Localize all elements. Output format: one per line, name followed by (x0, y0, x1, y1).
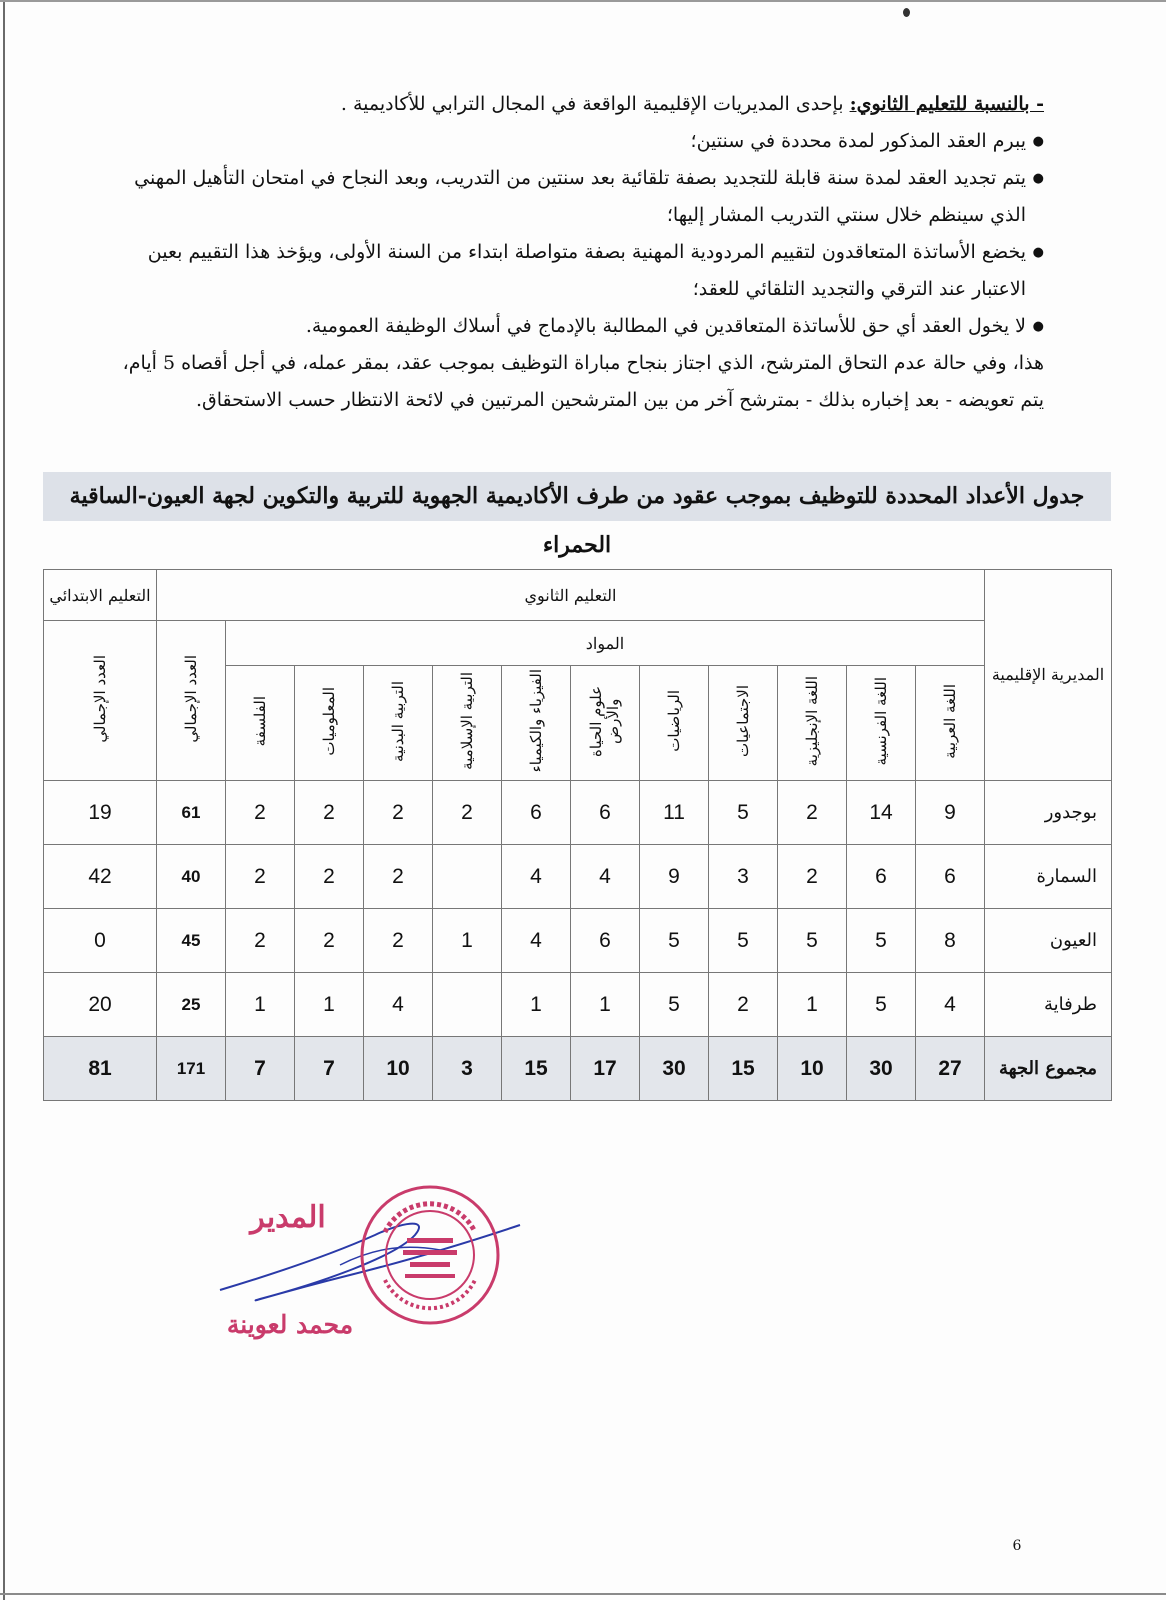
secondary-heading (109, 86, 1044, 123)
subject-cell: 5 (709, 909, 778, 973)
subject-cell: 3 (709, 845, 778, 909)
header-primary-total-label: العدد الإجمالي (90, 654, 109, 743)
conditions-list (109, 123, 1044, 345)
subject-cell: 6 (916, 845, 985, 909)
list-item: ● يبرم العقد المذكور لمدة محددة في سنتين؛ (109, 123, 1044, 160)
secondary-heading-rest: بإحدى المديريات الإقليمية الواقعة في المجال الترابي للأكاديمية . (340, 93, 850, 115)
page-number: 6 (1012, 1538, 1022, 1554)
subject-cell: 2 (364, 909, 433, 973)
page-left-edge (3, 0, 5, 1600)
subject-header (640, 666, 709, 781)
subject-header (778, 666, 847, 781)
subject-cell: 1 (226, 973, 295, 1037)
subject-cell: 2 (364, 845, 433, 909)
subject-cell: 2 (364, 781, 433, 845)
subject-cell: 2 (778, 781, 847, 845)
secondary-total-cell: 45 (157, 909, 226, 973)
secondary-heading-label: - بالنسبة للتعليم الثانوي: (849, 93, 1044, 115)
subject-cell: 11 (640, 781, 709, 845)
subject-cell: 5 (709, 781, 778, 845)
region-cell: طرفاية (985, 973, 1112, 1037)
subject-cell: 4 (502, 845, 571, 909)
subject-cell: 2 (778, 845, 847, 909)
subject-cell: 2 (295, 909, 364, 973)
subject-cell: 6 (571, 781, 640, 845)
header-region: المديرية الإقليمية (985, 570, 1112, 781)
subject-cell: 5 (847, 973, 916, 1037)
header-secondary: التعليم الثانوي (157, 570, 985, 621)
region-cell: بوجدور (985, 781, 1112, 845)
table-row (44, 909, 1112, 973)
table-row (44, 845, 1112, 909)
table-row (44, 781, 1112, 845)
subject-cell: 17 (571, 1037, 640, 1101)
subject-cell: 2 (226, 781, 295, 845)
subject-cell (433, 845, 502, 909)
subject-header (364, 666, 433, 781)
subject-cell: 4 (364, 973, 433, 1037)
subject-header-label: المعلوميات (319, 686, 338, 756)
subject-cell: 10 (364, 1037, 433, 1101)
subject-header (916, 666, 985, 781)
subject-header-label: اللغة العربية (940, 683, 959, 759)
subject-cell: 10 (778, 1037, 847, 1101)
primary-total-cell: 42 (44, 845, 157, 909)
header-primary: التعليم الابتدائي (44, 570, 157, 621)
subject-cell: 8 (916, 909, 985, 973)
list-item: ● يخضع الأساتذة المتعاقدون لتقييم المردودية المهنية بصفة متواصلة ابتداء من السنة الأولى، ويؤخذ هذا التقييم بعين الاعتبار عند الترقي والتجديد التلقائي للعقد؛ (109, 234, 1044, 308)
subject-cell: 1 (295, 973, 364, 1037)
region-cell: السمارة (985, 845, 1112, 909)
subject-cell: 2 (226, 909, 295, 973)
region-cell: العيون (985, 909, 1112, 973)
list-item: ● لا يخول العقد أي حق للأساتذة المتعاقدين في المطالبة بالإدماج في أسلاك الوظيفة العمومية. (109, 308, 1044, 345)
primary-total-cell: 20 (44, 973, 157, 1037)
subject-header (502, 666, 571, 781)
subject-header-label: علوم الحياة والأرض (587, 685, 622, 757)
subject-cell: 30 (640, 1037, 709, 1101)
subject-cell: 6 (847, 845, 916, 909)
director-title: المدير (250, 1200, 326, 1235)
subject-header-label: الفلسفة (250, 695, 269, 747)
subject-cell: 5 (640, 909, 709, 973)
replacement-note: هذا، وفي حالة عدم التحاق المترشح، الذي اجتاز بنجاح مباراة التوظيف بموجب عقد، بمقر عمله، في أجل أقصاه 5 أيام، يتم تعويضه - بعد إخباره بذلك - بمترشح آخر من بين المترشحين المرتبين في لائحة الانتظار حسب الاستحقاق. (122, 352, 1044, 411)
subject-cell: 14 (847, 781, 916, 845)
official-seal (355, 1180, 505, 1330)
header-secondary-total-label: العدد الإجمالي (181, 654, 200, 743)
subject-cell: 4 (916, 973, 985, 1037)
subject-header (226, 666, 295, 781)
list-item: ● يتم تجديد العقد لمدة سنة قابلة للتجديد بصفة تلقائية بعد سنتين من التدريب، وبعد النجاح في امتحان التأهيل المهني الذي سينظم خلال سنتي التدريب المشار إليها؛ (109, 160, 1044, 234)
subject-cell: 2 (295, 845, 364, 909)
subject-cell: 30 (847, 1037, 916, 1101)
region-cell: مجموع الجهة (985, 1037, 1112, 1101)
subject-cell: 15 (709, 1037, 778, 1101)
secondary-total-cell: 40 (157, 845, 226, 909)
primary-total-cell: 81 (44, 1037, 157, 1101)
subject-cell: 1 (571, 973, 640, 1037)
secondary-total-cell: 61 (157, 781, 226, 845)
subject-header-label: التربية الإسلامية (457, 672, 476, 770)
subject-header (847, 666, 916, 781)
subject-cell: 2 (433, 781, 502, 845)
subject-header-label: اللغة الفرنسية (871, 676, 890, 766)
intro-section (109, 86, 1044, 419)
subject-header (571, 666, 640, 781)
secondary-total-cell: 25 (157, 973, 226, 1037)
table-title: جدول الأعداد المحددة للتوظيف بموجب عقود من طرف الأكاديمية الجهوية للتربية والتكوين لجهة العيون-الساقية الحمراء (43, 472, 1111, 521)
subject-cell: 4 (571, 845, 640, 909)
subject-header (295, 666, 364, 781)
table-row (44, 973, 1112, 1037)
secondary-total-cell: 171 (157, 1037, 226, 1101)
subject-cell: 5 (640, 973, 709, 1037)
recruitment-table (43, 569, 1112, 1101)
subject-cell: 5 (778, 909, 847, 973)
header-secondary-total (157, 621, 226, 781)
primary-total-cell: 0 (44, 909, 157, 973)
header-primary-total (44, 621, 157, 781)
subject-cell: 5 (847, 909, 916, 973)
subject-header-label: الفيزياء والكيمياء (526, 669, 545, 773)
subject-cell: 1 (433, 909, 502, 973)
subject-cell: 1 (502, 973, 571, 1037)
director-name: محمد لعوينة (226, 1310, 354, 1339)
subject-cell: 2 (226, 845, 295, 909)
subject-header-label: الاجتماعيات (733, 685, 752, 757)
subject-cell: 15 (502, 1037, 571, 1101)
subject-cell: 6 (571, 909, 640, 973)
subject-cell: 2 (709, 973, 778, 1037)
header-subjects: المواد (226, 621, 985, 666)
subject-cell: 3 (433, 1037, 502, 1101)
subject-cell: 27 (916, 1037, 985, 1101)
subject-cell: 2 (295, 781, 364, 845)
page-top-edge (0, 0, 1166, 2)
subject-cell (433, 973, 502, 1037)
subject-cell: 7 (226, 1037, 295, 1101)
subject-header-label: التربية البدنية (388, 680, 407, 762)
subject-header (433, 666, 502, 781)
subject-cell: 6 (502, 781, 571, 845)
page-bottom-edge (0, 1593, 1166, 1595)
subject-cell: 4 (502, 909, 571, 973)
subject-cell: 9 (640, 845, 709, 909)
total-row (44, 1037, 1112, 1101)
subject-header-label: الرياضيات (664, 690, 683, 752)
scan-speck (903, 8, 910, 17)
subject-cell: 9 (916, 781, 985, 845)
subject-cell: 1 (778, 973, 847, 1037)
subject-header-label: اللغة الإنجليزية (802, 675, 821, 767)
primary-total-cell: 19 (44, 781, 157, 845)
subject-header (709, 666, 778, 781)
subject-cell: 7 (295, 1037, 364, 1101)
